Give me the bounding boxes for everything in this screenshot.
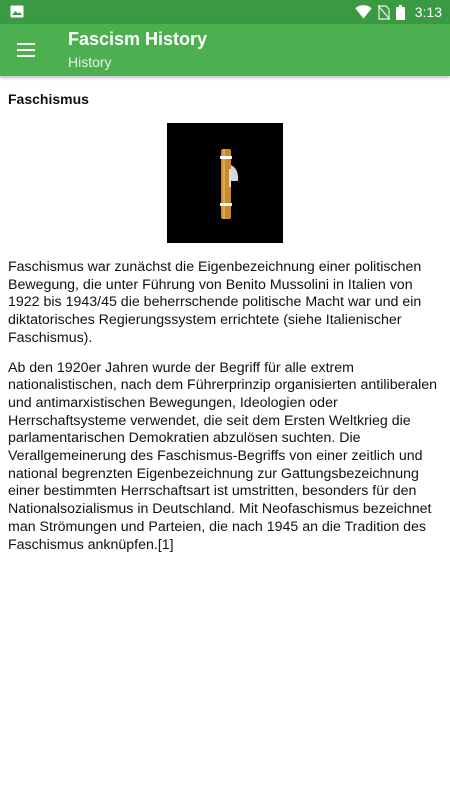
article-paragraph: Ab den 1920er Jahren wurde der Begriff für alle extrem nationalistischen, nach dem Führerprinzip organisierten antiliberalen und antimarxistischen Bewegungen, Ideologien oder Herrschaftsysteme verwendet, die seit dem Ersten Weltkrieg die parlamentarischen Demokratien abzulösen suchten. Die Verallgemeinerung des Faschismus-Begriffs von einer zeitlich und national begrenzten Eigenbezeichnung zur Gattungsbezeichnung einer bestimmten Herrschaftsart ist umstritten, besonders für den Nationalsozialismus in Deutschland. Mit Neofaschismus bezeichnet man Strömungen und Parteien, die nach 1945 an die Tradition des Faschismus anknüpfen.[1]	[8, 359, 438, 553]
fasces-image	[167, 123, 283, 243]
no-sim-icon	[378, 5, 390, 20]
app-subtitle: History	[68, 54, 112, 70]
article-content	[8, 90, 442, 554]
wifi-icon	[355, 5, 372, 19]
status-icons	[355, 0, 442, 24]
app-bar	[0, 24, 450, 76]
fasces-symbol-icon	[167, 123, 283, 243]
article-paragraph: Faschismus war zunächst die Eigenbezeichnung einer politischen Bewegung, die unter Führung von Benito Mussolini in Italien von 1922 bis 1943/45 die beherrschende politische Macht war und ein diktatorisches Regierungssystem errichtete (siehe Italienischer Faschismus).	[8, 259, 422, 346]
app-title: Fascism History	[68, 29, 208, 49]
status-bar	[0, 0, 450, 24]
hamburger-menu-icon	[17, 43, 35, 57]
article-heading: Faschismus	[8, 91, 89, 107]
menu-button[interactable]	[4, 28, 48, 72]
gallery-icon	[10, 5, 24, 18]
battery-icon	[396, 5, 405, 20]
status-time: 3:13	[414, 4, 442, 20]
